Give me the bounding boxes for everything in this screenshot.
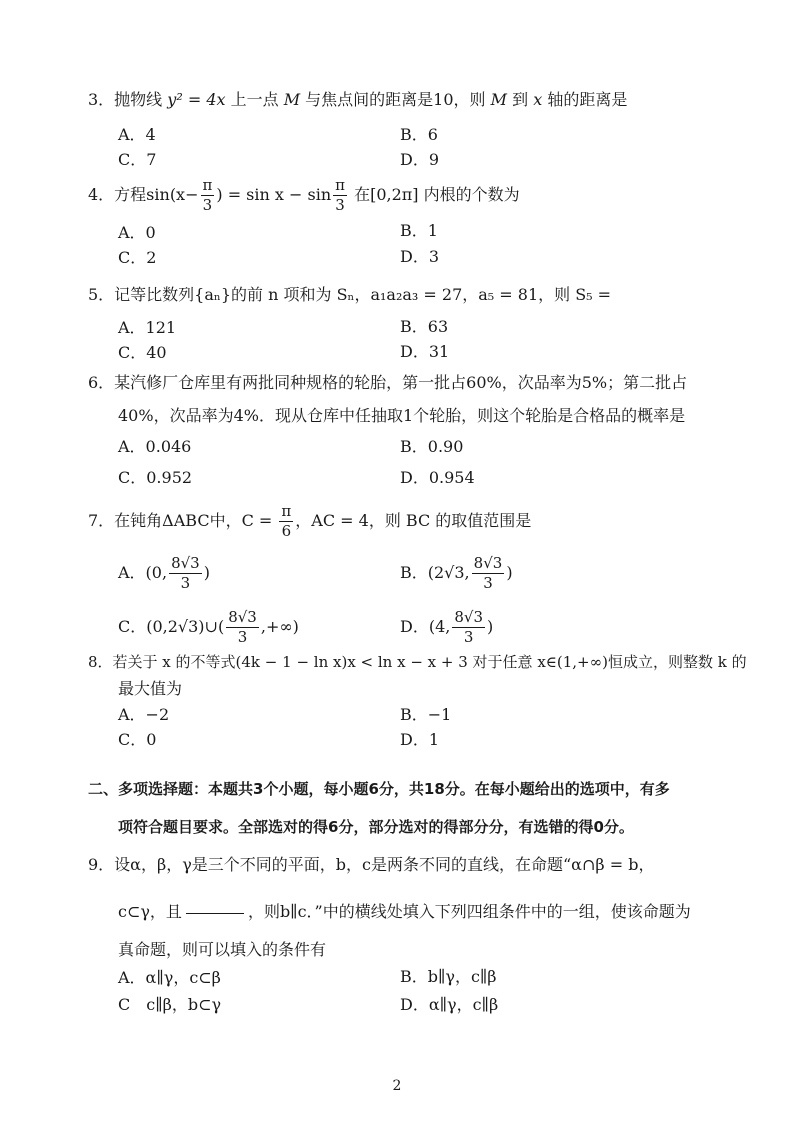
q8-option-b: B．−1 [400,705,452,724]
frac-numerator: 8√3 [454,608,483,626]
q7-stem-text: ，AC = 4，则 BC 的取值范围是 [295,511,532,530]
q6-option-b: B．0.90 [400,437,464,456]
q8-option-d: D．1 [400,730,440,749]
q3-stem-text: 3．抛物线 [88,90,168,109]
q8-stem-line1: 8．若关于 x 的不等式(4k − 1 − ln x)x < ln x − x + 3 对于任意 x∈(1,+∞)恒成立，则整数 k 的 [88,653,747,671]
frac-denominator: 3 [180,574,191,592]
q9-stem-text: ，则b∥c．”中的横线处填入下列四组条件中的一组，使该命题为 [247,902,691,921]
q7-option-fraction [226,610,259,645]
q3-option-a: A．4 [118,125,156,144]
q7-option-text: C．(0,2√3)∪( [118,617,225,636]
q7-stem-text: 7．在钝角ΔABC中，C = [88,511,278,530]
q3-var: M [490,90,508,109]
q4-stem [88,178,520,213]
q6-option-c: C．0.952 [118,468,193,487]
q3-var: x [533,90,543,109]
q7-option-d [400,610,493,645]
frac-numerator: 8√3 [171,554,200,572]
q4-stem-text: 4．方程sin(x− [88,185,199,204]
q3-option-d: D．9 [400,150,440,169]
q4-stem-text: 在[0,2π] 内根的个数为 [349,185,520,204]
q6-stem-line1: 6．某汽修厂仓库里有两批同种规格的轮胎，第一批占60%，次品率为5%；第二批占 [88,373,688,392]
q4-fraction [201,178,215,213]
frac-numerator: 8√3 [473,554,503,572]
q7-option-text: B．(2√3, [400,563,470,582]
q6-stem-line2: 40%，次品率为4%．现从仓库中任抽取1个轮胎，则这个轮胎是合格品的概率是 [118,406,686,425]
q7-option-c [118,610,299,645]
q4-stem-text: ) = sin x − sin [216,185,332,204]
q4-option-b: B．1 [400,221,438,240]
q6-option-d: D．0.954 [400,468,475,487]
q9-option-c: C c∥β，b⊂γ [118,995,222,1014]
q9-stem-text: c⊂γ，且 [118,902,182,921]
frac-denominator: 3 [483,574,493,592]
q8-option-a: A．−2 [118,705,170,724]
q5-option-c: C．40 [118,343,167,362]
q3-stem-text: 上一点 [225,90,284,109]
q7-option-fraction [472,556,505,591]
q3-var: M [283,90,301,109]
q9-stem-line2 [118,902,691,922]
section-heading: 二、多项选择题：本题共3个小题，每小题6分，共18分。在每小题给出的选项中，有多 [88,780,670,798]
q8-option-c: C．0 [118,730,157,749]
q7-option-text: ) [506,563,513,582]
frac-denominator: 3 [237,628,248,646]
q8-stem-line2: 最大值为 [118,679,183,698]
q9-option-d: D．α∥γ，c∥β [400,995,499,1014]
q7-option-text: ,+∞) [260,617,299,636]
q7-option-fraction [452,610,485,645]
q5-option-d: D．31 [400,342,450,361]
q7-option-b [400,556,513,591]
q5-stem: 5．记等比数列{aₙ}的前 n 项和为 Sₙ，a₁a₂a₃ = 27，a₅ = 81，则 S₅ = [88,285,612,304]
q7-option-text: ) [203,563,210,582]
q7-fraction [279,504,293,539]
section-heading-line2: 项符合题目要求。全部选对的得6分，部分选对的得部分分，有选错的得0分。 [118,818,634,836]
q7-option-text: A．(0, [118,563,168,582]
q3-option-c: C．7 [118,150,157,169]
frac-denominator: 6 [281,522,292,540]
q5-option-b: B．63 [400,317,449,336]
q6-option-a: A．0.046 [118,437,192,456]
frac-numerator: π [335,176,345,194]
q3-option-b: B．6 [400,125,438,144]
q4-option-a: A．0 [118,223,156,242]
q7-stem [88,504,531,539]
q9-stem-line3: 真命题，则可以填入的条件有 [118,940,327,959]
frac-denominator: 3 [202,196,213,214]
q3-stem-text: 到 [507,90,534,109]
frac-denominator: 3 [463,628,474,646]
frac-denominator: 3 [335,196,345,214]
frac-numerator: π [281,502,292,520]
fill-in-blank [186,913,244,914]
frac-numerator: 8√3 [228,608,257,626]
q7-option-a [118,556,210,591]
q5-option-a: A．121 [118,318,177,337]
q7-option-text: ) [487,617,494,636]
q7-option-fraction [169,556,202,591]
q3-stem-text: 轴的距离是 [542,90,628,109]
q3-stem-text: 与焦点间的距离是10，则 [300,90,491,109]
q9-option-a: A．α∥γ，c⊂β [118,968,221,987]
q4-option-c: C．2 [118,248,157,267]
q7-option-text: D．(4, [400,617,451,636]
q9-option-b: B．b∥γ，c∥β [400,967,497,986]
q4-option-d: D．3 [400,247,440,266]
q3-stem [88,90,627,110]
frac-numerator: π [202,176,213,194]
q4-fraction [333,178,347,213]
page-number: 2 [392,1078,402,1094]
q9-stem-line1: 9．设α，β，γ是三个不同的平面，b，c是两条不同的直线，在命题“α∩β = b， [88,855,655,874]
q3-parabola-eq: y² = 4x [167,90,226,109]
